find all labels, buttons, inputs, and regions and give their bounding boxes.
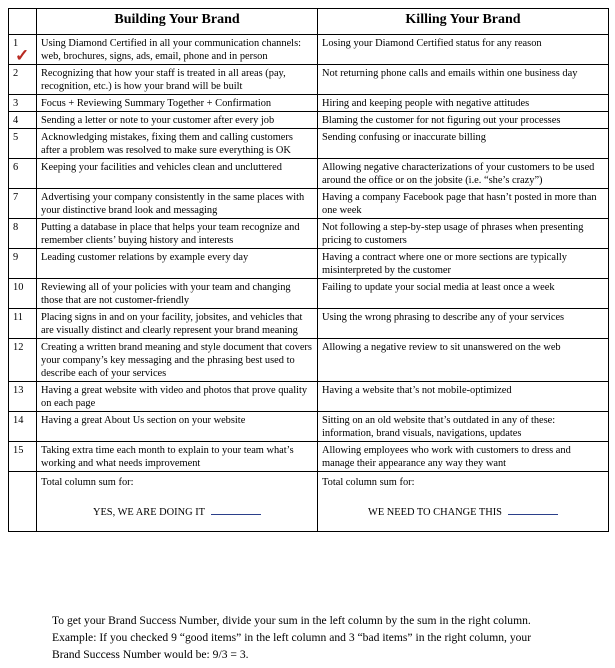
table-row — [9, 65, 609, 95]
row-number: 7 — [13, 192, 19, 203]
row-number: 3 — [13, 98, 19, 109]
row-number: 11 — [13, 312, 24, 323]
row-number-cell[interactable] — [9, 35, 37, 65]
table-row — [9, 339, 609, 382]
table-row — [9, 279, 609, 309]
killing-brand-item: Using the wrong phrasing to describe any of your services — [318, 309, 609, 339]
table-row — [9, 382, 609, 412]
table-row — [9, 309, 609, 339]
row-number-cell[interactable] — [9, 339, 37, 382]
sum-left-label: Total column sum for: — [41, 477, 134, 488]
table-header-row — [9, 9, 609, 35]
building-brand-item: Creating a written brand meaning and style document that covers your company’s key messaging and the phrasing best used to describe each of your services — [37, 339, 318, 382]
table-row — [9, 159, 609, 189]
row-number-cell[interactable] — [9, 412, 37, 442]
killing-brand-item: Allowing negative characterizations of your customers to be used around the office or on the jobsite (i.e. “she’s crazy”) — [318, 159, 609, 189]
building-brand-item: Acknowledging mistakes, fixing them and calling customers after a problem was resolved to make sure everything is OK — [37, 129, 318, 159]
killing-brand-item: Having a website that’s not mobile-optimized — [318, 382, 609, 412]
checkmark-icon[interactable]: ✓ — [15, 46, 30, 65]
sum-row — [9, 472, 609, 532]
header-building-your-brand: Building Your Brand — [37, 9, 318, 35]
row-number: 2 — [13, 68, 19, 79]
row-number: 15 — [13, 445, 24, 456]
killing-brand-item: Blaming the customer for not figuring out your processes — [318, 112, 609, 129]
row-number-cell[interactable] — [9, 65, 37, 95]
sum-number-cell — [9, 472, 37, 532]
building-brand-item: Using Diamond Certified in all your communication channels: web, brochures, signs, ads, email, phone and in person — [37, 35, 318, 65]
killing-brand-item: Not following a step-by-step usage of phrases when presenting pricing to customers — [318, 219, 609, 249]
building-brand-item: Placing signs in and on your facility, jobsites, and vehicles that are visually distinct and clearly represent your brand meaning — [37, 309, 318, 339]
sum-left-value: YES, WE ARE DOING IT — [92, 507, 206, 518]
row-number: 14 — [13, 415, 24, 426]
brand-success-instructions: To get your Brand Success Number, divide your sum in the left column by the sum in the right column. Example: If you checked 9 “good items” in the left column and 3 “bad items” in the right column, your Brand Success Number would be: 9/3 = 3. — [52, 614, 532, 661]
brand-checklist-table — [8, 8, 609, 532]
killing-brand-item: Hiring and keeping people with negative attitudes — [318, 95, 609, 112]
table-row — [9, 189, 609, 219]
building-brand-item: Recognizing that how your staff is treated in all areas (pay, recognition, etc.) is how your brand will be built — [37, 65, 318, 95]
killing-brand-item: Having a company Facebook page that hasn’t posted in more than one week — [318, 189, 609, 219]
killing-brand-item: Not returning phone calls and emails within one business day — [318, 65, 609, 95]
row-number: 12 — [13, 342, 24, 353]
building-brand-item: Having a great website with video and photos that prove quality on each page — [37, 382, 318, 412]
building-brand-item: Having a great About Us section on your website — [37, 412, 318, 442]
sum-left-blank-field[interactable] — [211, 505, 261, 515]
building-brand-item: Focus + Reviewing Summary Together + Confirmation — [37, 95, 318, 112]
row-number: 5 — [13, 132, 19, 143]
row-number-cell[interactable] — [9, 442, 37, 472]
row-number: 1 — [13, 38, 19, 49]
building-brand-item: Leading customer relations by example every day — [37, 249, 318, 279]
table-row — [9, 129, 609, 159]
building-brand-item: Keeping your facilities and vehicles clean and uncluttered — [37, 159, 318, 189]
sum-left-line — [41, 505, 313, 519]
sum-left-cell — [37, 472, 318, 532]
building-brand-item: Advertising your company consistently in the same places with your distinctive brand look and messaging — [37, 189, 318, 219]
sum-right-value: WE NEED TO CHANGE THIS — [368, 507, 502, 518]
row-number-cell[interactable] — [9, 189, 37, 219]
header-killing-your-brand: Killing Your Brand — [318, 9, 609, 35]
table-row — [9, 249, 609, 279]
checklist-rows — [9, 35, 609, 472]
header-number-cell — [9, 9, 37, 35]
row-number: 9 — [13, 252, 19, 263]
row-number-cell[interactable] — [9, 95, 37, 112]
row-number-cell[interactable] — [9, 159, 37, 189]
row-number-cell[interactable] — [9, 279, 37, 309]
row-number: 8 — [13, 222, 19, 233]
table-row — [9, 412, 609, 442]
killing-brand-item: Sending confusing or inaccurate billing — [318, 129, 609, 159]
row-number-cell[interactable] — [9, 112, 37, 129]
sum-right-label: Total column sum for: — [322, 477, 415, 488]
killing-brand-item: Allowing a negative review to sit unanswered on the web — [318, 339, 609, 382]
killing-brand-item: Failing to update your social media at least once a week — [318, 279, 609, 309]
sum-right-line — [322, 505, 604, 519]
sum-right-cell — [318, 472, 609, 532]
table-row — [9, 35, 609, 65]
killing-brand-item: Sitting on an old website that’s outdated in any of these: information, brand visuals, navigations, updates — [318, 412, 609, 442]
table-row — [9, 219, 609, 249]
building-brand-item: Sending a letter or note to your customer after every job — [37, 112, 318, 129]
killing-brand-item: Having a contract where one or more sections are typically misinterpreted by the customer — [318, 249, 609, 279]
table-row — [9, 112, 609, 129]
killing-brand-item: Losing your Diamond Certified status for any reason — [318, 35, 609, 65]
row-number: 4 — [13, 115, 19, 126]
row-number-cell[interactable] — [9, 382, 37, 412]
row-number-cell[interactable] — [9, 309, 37, 339]
row-number: 6 — [13, 162, 19, 173]
table-row — [9, 95, 609, 112]
row-number-cell[interactable] — [9, 219, 37, 249]
row-number-cell[interactable] — [9, 249, 37, 279]
sum-right-blank-field[interactable] — [508, 505, 558, 515]
row-number: 13 — [13, 385, 24, 396]
killing-brand-item: Allowing employees who work with customers to dress and manage their appearance any way they want — [318, 442, 609, 472]
row-number: 10 — [13, 282, 24, 293]
building-brand-item: Putting a database in place that helps your team recognize and remember clients’ buying history and interests — [37, 219, 318, 249]
building-brand-item: Reviewing all of your policies with your team and changing those that are not customer-friendly — [37, 279, 318, 309]
row-number-cell[interactable] — [9, 129, 37, 159]
building-brand-item: Taking extra time each month to explain to your team what’s working and what needs improvement — [37, 442, 318, 472]
table-row — [9, 442, 609, 472]
